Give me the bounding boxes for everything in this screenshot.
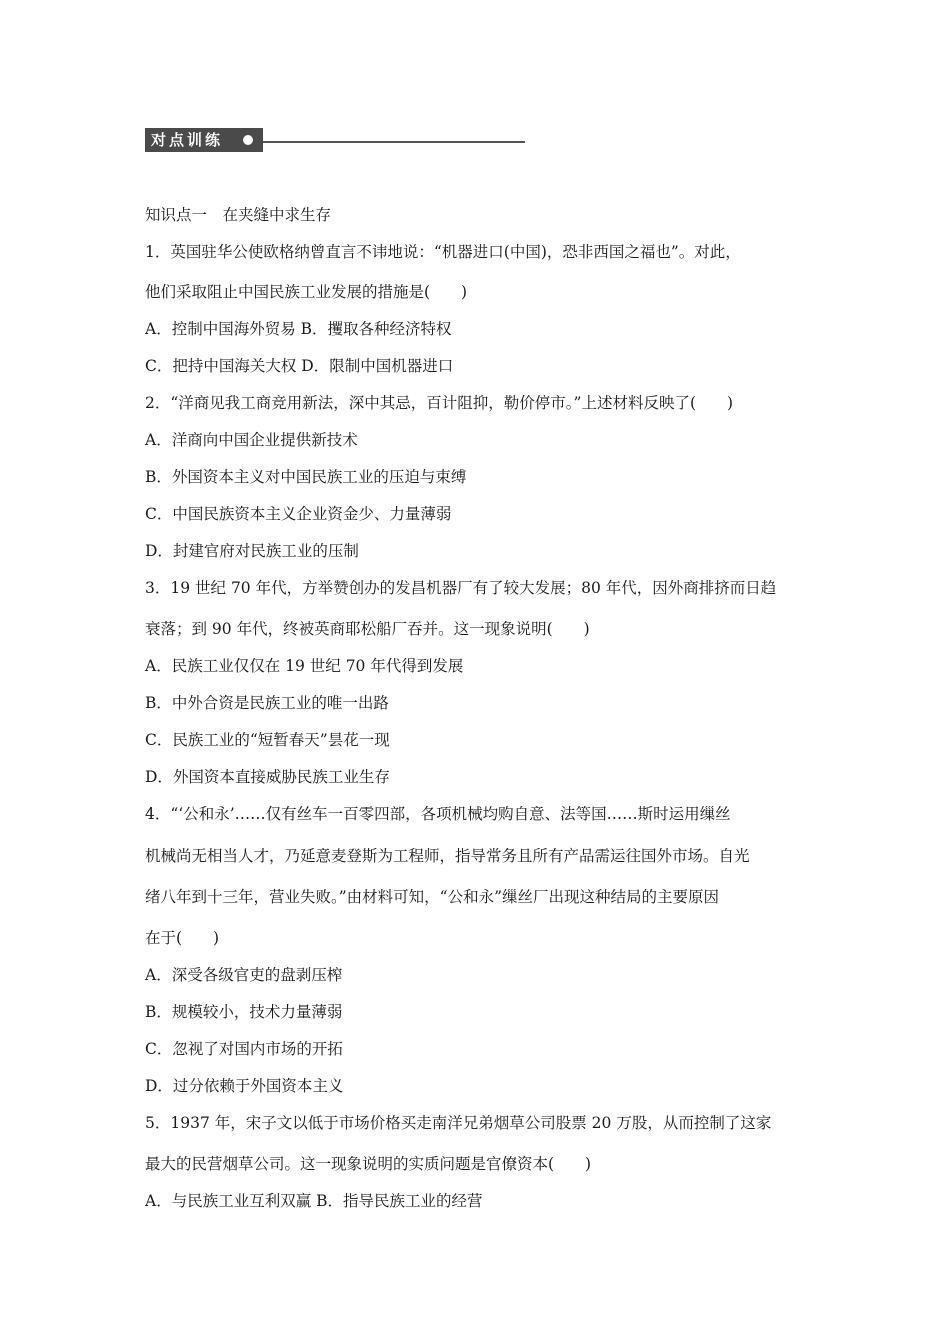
question-4-option-a: A．深受各级官吏的盘剥压榨 bbox=[145, 966, 343, 984]
question-2-option-b: B．外国资本主义对中国民族工业的压迫与束缚 bbox=[145, 468, 467, 486]
question-2-option-d: D．封建官府对民族工业的压制 bbox=[145, 542, 359, 560]
question-3-stem-line-1: 3．19 世纪 70 年代，方举赞创办的发昌机器厂有了较大发展；80 年代，因外商排挤而日趋 bbox=[145, 579, 777, 597]
section-tag: 对点训练 bbox=[145, 128, 263, 152]
question-2-stem: 2．“洋商见我工商竞用新法，深中其忌，百计阻抑，勒价停市。”上述材料反映了( ) bbox=[145, 394, 734, 412]
question-2-option-c: C．中国民族资本主义企业资金少、力量薄弱 bbox=[145, 505, 452, 523]
question-3-option-b: B．中外合资是民族工业的唯一出路 bbox=[145, 694, 389, 712]
question-4-option-c: C．忽视了对国内市场的开拓 bbox=[145, 1040, 343, 1058]
knowledge-point-title: 知识点一 在夹缝中求生存 bbox=[145, 206, 332, 224]
question-4-stem-line-3: 绪八年到十三年，营业失败。”由材料可知，“公和永”缫丝厂出现这种结局的主要原因 bbox=[145, 888, 720, 906]
question-5-stem-line-2: 最大的民营烟草公司。这一现象说明的实质问题是官僚资本( ) bbox=[145, 1155, 592, 1173]
question-2-option-a: A．洋商向中国企业提供新技术 bbox=[145, 431, 358, 449]
bullet-dot-icon bbox=[243, 135, 253, 145]
question-4-stem-line-4: 在于( ) bbox=[145, 929, 220, 947]
question-4-stem-line-2: 机械尚无相当人才，乃延意麦登斯为工程师，指导常务且所有产品需运往国外市场。自光 bbox=[145, 847, 750, 865]
question-3-stem-line-2: 衰落；到 90 年代，终被英商耶松船厂吞并。这一现象说明( ) bbox=[145, 620, 590, 638]
question-3-option-d: D．外国资本直接威胁民族工业生存 bbox=[145, 768, 390, 786]
header-rule bbox=[263, 141, 525, 143]
question-1-options-cd: C．把持中国海关大权 D．限制中国机器进口 bbox=[145, 357, 454, 375]
question-1-stem-line-2: 他们采取阻止中国民族工业发展的措施是( ) bbox=[145, 283, 468, 301]
question-5-stem-line-1: 5．1937 年，宋子文以低于市场价格买走南洋兄弟烟草公司股票 20 万股，从而控制了这家 bbox=[145, 1114, 772, 1132]
question-4-option-d: D．过分依赖于外国资本主义 bbox=[145, 1077, 344, 1095]
question-4-stem-line-1: 4．“‘公和永’……仅有丝车一百零四部，各项机械均购自意、法等国……斯时运用缫丝 bbox=[145, 805, 731, 823]
question-5-options-ab: A．与民族工业互利双赢 B．指导民族工业的经营 bbox=[145, 1192, 483, 1210]
question-1-options-ab: A．控制中国海外贸易 B．攫取各种经济特权 bbox=[145, 320, 452, 338]
section-header bbox=[145, 128, 525, 156]
question-3-option-a: A．民族工业仅仅在 19 世纪 70 年代得到发展 bbox=[145, 657, 464, 675]
question-4-option-b: B．规模较小，技术力量薄弱 bbox=[145, 1003, 343, 1021]
question-1-stem-line-1: 1．英国驻华公使欧格纳曾直言不讳地说：“机器进口(中国)，恐非西国之福也”。对此， bbox=[145, 243, 741, 261]
question-3-option-c: C．民族工业的“短暂春天”昙花一现 bbox=[145, 731, 390, 749]
